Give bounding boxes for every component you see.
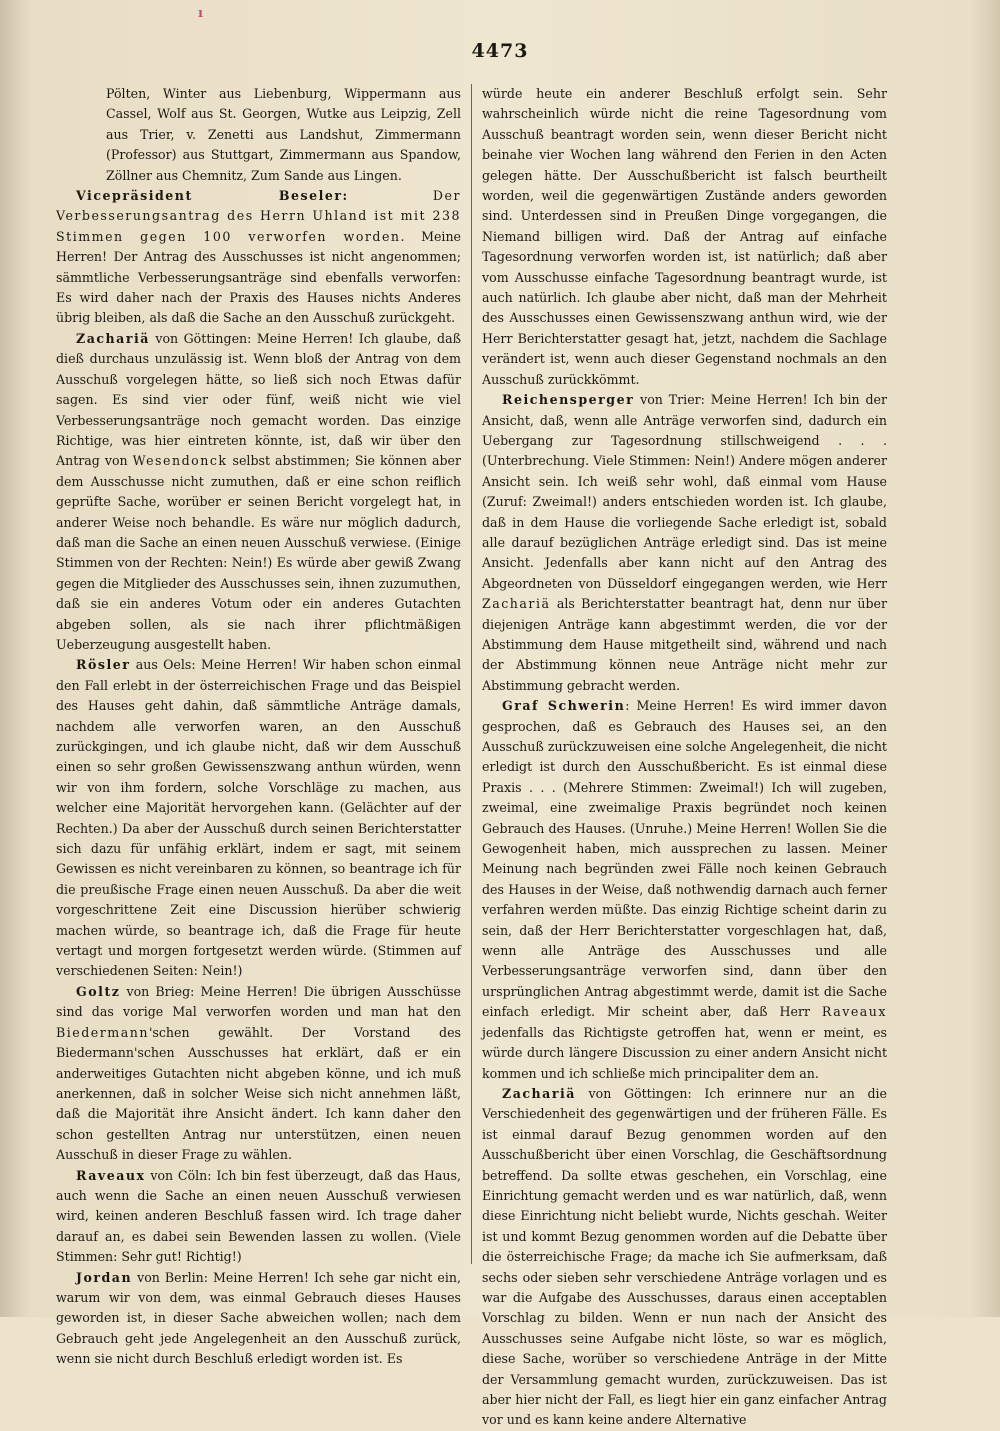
paragraph	[56, 329, 461, 656]
paragraph-text: jedenfalls das Richtigste getroffen hat, wenn er meint, es würde durch längere Discussion zu einer andern Ansicht nicht kommen und ich schließe mich principaliter dem an.	[482, 1024, 887, 1081]
paragraph	[482, 84, 887, 390]
paragraph-text: von Göttingen: Meine Herren! Ich glaube, daß dieß durchaus unzulässig ist. Wenn bloß der Antrag von dem Ausschuß vorgelegen hätte, so ließ sich noch Etwas dafür sagen. Es sind vier oder fünf, weiß nicht wie viel Verbesserungsanträge noch gemacht worden. Das einzige Richtige, was hier eintreten könnte, ist, daß wir über den Antrag von	[56, 330, 461, 469]
paragraph-text: aus Oels: Meine Herren! Wir haben schon einmal den Fall erlebt in der österreichischen Frage und das Beispiel des Hauses geht dahin, daß sämmtliche Anträge damals, nachdem alle verworfen waren, an den Ausschuß zurückgingen, und ich glaube nicht, daß wir dem Ausschuß einen so sehr großen Gewissenszwang anthun würden, wenn wir von ihm fordern, solche Vorschläge zu machen, aus welcher eine Majorität hervorgehen kann. (Gelächter auf der Rechten.) Da aber der Ausschuß durch seinen Berichterstatter sich dazu für unfähig erklärt, indem er sagt, mit seinem Gewissen es nicht vereinbaren zu können, so beantrage ich für die preußische Frage einen neuen Ausschuß. Da aber die weit vorgeschrittene Zeit eine Discussion hierüber schwierig machen würde, so beantrage ich, daß die Frage für heute vertagt und morgen fortgesetzt werden würde. (Stimmen auf verschiedenen Seiten: Nein!)	[56, 657, 461, 979]
paragraph-text: als Berichterstatter beantragt hat, denn nur über diejenigen Anträge kann abgestimmt werden, die vor der Abstimmung dem Hause mitgetheilt sind, während und nach der Abstimmung können neue Anträge nicht mehr zur Abstimmung gebracht werden.	[482, 596, 887, 693]
spaced-emphasis: Zachariä	[482, 596, 551, 612]
paragraph	[56, 1268, 461, 1370]
paragraph	[56, 1166, 461, 1268]
speaker-name: Raveaux	[76, 1167, 146, 1183]
right-column	[482, 84, 887, 1428]
paragraph	[482, 1084, 887, 1431]
paragraph-text: von Brieg: Meine Herren! Die übrigen Ausschüsse sind das vorige Mal verworfen worden und man hat den	[56, 983, 461, 1020]
spaced-emphasis: Wesendonck	[132, 453, 228, 469]
spaced-emphasis: Biedermann	[56, 1024, 149, 1040]
paragraph-text	[349, 188, 433, 203]
speaker-name: Jordan	[76, 1269, 133, 1285]
paragraph	[482, 696, 887, 1084]
paragraph-text: von Göttingen: Ich erinnere nur an die Verschiedenheit des gegenwärtigen und der früheren Fälle. Es ist einmal darauf Bezug genommen worden auf den Ausschußbericht über einen Vorschlag, die Geschäftsordnung betreffend. Da sollte etwas geschehen, ein Vorschlag, eine Einrichtung gemacht werden und es war natürlich, daß, wenn diese Einrichtung nicht beliebt wurde, Nichts geschah. Weiter ist und kommt Bezug genommen worden auf die Debatte über die österreichische Frage; da mache ich Sie aufmerksam, daß sechs oder sieben sehr verschiedene Anträge vorlagen und es war die Aufgabe des Ausschusses, daraus einen acceptablen Vorschlag zu bilden. Wenn er nun nach der Ansicht des Ausschusses seine Aufgabe nicht löste, so war es möglich, diese Sache, worüber so verschiedene Anträge in der Mitte der Versammlung gemacht wurden, zurückzuweisen. Das ist aber hier nicht der Fall, es liegt hier ein ganz einfacher Antrag vor und es kann keine andere Alternative	[482, 1085, 887, 1428]
speaker-name: Zachariä	[502, 1085, 576, 1101]
spaced-emphasis: Der Verbesserungsantrag des Herrn Uhland ist mit 238 Stimmen gegen 100 verworfen worden.	[56, 188, 461, 244]
paragraph-text: Pölten, Winter aus Liebenburg, Wippermann aus Cassel, Wolf aus St. Georgen, Wutke aus Leipzig, Zell aus Trier, v. Zenetti aus Landshut, Zimmermann (Professor) aus Stuttgart, Zimmermann aus Spandow, Zöllner aus Chemnitz, Zum Sande aus Lingen.	[106, 86, 461, 183]
paragraph	[56, 982, 461, 1166]
paragraph	[482, 390, 887, 696]
paragraph-text: selbst abstimmen; Sie können aber dem Ausschusse nicht zumuthen, daß er eine schon reiflich geprüfte Sache, worüber er seinen Bericht vorgelegt hat, in anderer Weise noch behandle. Es wäre nur möglich dadurch, daß man die Sache an einen neuen Ausschuß verwiese. (Einige Stimmen von der Rechten: Nein!) Es würde aber gewiß Zwang gegen die Mitglieder des Ausschusses sein, ihnen zuzumuthen, daß sie ein anderes Votum oder ein anderes Gutachten abgeben sollen, als sie nach ihrer pflichtmäßigen Ueberzeugung ausgestellt haben.	[56, 453, 462, 652]
left-column	[56, 84, 462, 1367]
paragraph-text: von Trier: Meine Herren! Ich bin der Ansicht, daß, wenn alle Anträge verworfen sind, dadurch ein Uebergang zur Tagesordnung stillschweigend . . . (Unterbrechung. Viele Stimmen: Nein!) Andere mögen anderer Ansicht sein. Ich weiß sehr wohl, daß einmal vom Hause (Zuruf: Zweimal!) anders entschieden worden ist. Ich glaube, daß in dem Hause die vorliegende Sache erledigt ist, sobald alle darauf bezüglichen Anträge erledigt sind. Das ist meine Ansicht. Jedenfalls aber kann nicht auf den Antrag des Abgeordneten von Düsseldorf eingegangen werden, wie Herr	[482, 392, 887, 591]
paragraph-text: von Berlin: Meine Herren! Ich sehe gar nicht ein, warum wir von dem, was einmal Gebrauch dieses Hauses geworden ist, in dieser Sache abweichen wollen; nach dem Gebrauch geht jede Angelegenheit an den Ausschuß zurück, wenn sie nicht durch Beschluß erledigt worden ist. Es	[56, 1269, 461, 1367]
ink-stain-mark: ı	[198, 6, 203, 21]
speaker-name: Reichensperger	[502, 392, 635, 408]
paragraph-text: : Meine Herren! Es wird immer davon gesprochen, daß es Gebrauch des Hauses sei, an den Ausschuß zurückzuweisen eine solche Angelegenheit, die nicht erledigt ist durch den Ausschußbericht. Es ist einmal diese Praxis . . . (Mehrere Stimmen: Zweimal!) Ich will zugeben, zweimal, eine zweimalige Praxis begründet noch keinen Gebrauch des Hauses. (Unruhe.) Meine Herren! Wollen Sie die Gewogenheit haben, mich aussprechen zu lassen. Meiner Meinung nach begründen zwei Fälle noch keinen Gebrauch des Hauses in der Weise, daß nothwendig darnach auch ferner verfahren werden müßte. Das einzig Richtige scheint darin zu sein, daß der Herr Berichterstatter vorgeschlagen hat, daß, wenn alle Anträge des Ausschusses und alle Verbesserungsanträge verworfen sind, dann über den ursprünglichen Antrag abgestimmt werde, damit ist die Sache einfach erledigt. Mir scheint aber, daß Herr	[482, 698, 887, 1020]
speaker-name: Zachariä	[76, 330, 150, 346]
spaced-emphasis: Raveaux	[821, 1004, 887, 1020]
paragraph	[56, 186, 461, 329]
paragraph-text: würde heute ein anderer Beschluß erfolgt sein. Sehr wahrscheinlich würde nicht die reine Tagesordnung vom Ausschuß beantragt worden sein, wenn dieser Bericht nicht beinahe vier Wochen lang während den Ferien in den Acten gelegen hätte. Der Ausschußbericht ist falsch beurtheilt worden, weil die gegenwärtigen Zustände anders geworden sind. Unterdessen sind in Preußen Dinge vorgegangen, die Niemand billigen wird. Daß der Antrag auf einfache Tagesordnung verworfen worden ist, ist natürlich; daß aber vom Ausschusse einfache Tagesordnung beantragt wurde, ist auch natürlich. Ich glaube aber nicht, daß man der Mehrheit des Ausschusses einen Gewissenszwang anthun wird, wie der Herr Berichterstatter gesagt hat, jetzt, nachdem die Sachlage verändert ist, wenn auch dieser Gegenstand nochmals an den Ausschuß zurückkömmt.	[482, 86, 887, 387]
paragraph-text: 'schen gewählt. Der Vorstand des Biedermann'schen Ausschusses hat erklärt, daß er ein anderweitiges Gutachten nicht abgeben könne, und ich muß anerkennen, daß in solcher Weise sich nicht annehmen läßt, daß die Majorität ihre Ansicht ändert. Ich kann daher den schon gestellten Antrag nur unterstützen, einen neuen Ausschuß in dieser Frage zu wählen.	[56, 1024, 461, 1163]
speaker-name: Goltz	[76, 983, 121, 999]
paragraph	[56, 655, 461, 982]
speaker-name: Vicepräsident Beseler:	[76, 188, 349, 204]
paragraph-text: Meine Herren! Der Antrag des Ausschusses ist nicht angenommen; sämmtliche Verbesserungsanträge sind ebenfalls verworfen: Es wird daher nach der Praxis des Hauses nichts Anderes übrig bleiben, als daß die Sache an den Ausschuß zurückgeht.	[56, 228, 462, 326]
paragraph	[56, 84, 461, 186]
speaker-name: Rösler	[76, 657, 131, 673]
paragraph-text: von Cöln: Ich bin fest überzeugt, daß das Haus, auch wenn die Sache an einen neuen Ausschuß verwiesen wird, keinen anderen Beschluß fassen wird. Ich trage daher darauf an, es dabei sein Bewenden lassen zu wollen. (Viele Stimmen: Sehr gut! Richtig!)	[56, 1167, 461, 1265]
page-number: 4473	[471, 40, 529, 62]
speaker-name: Graf Schwerin	[502, 698, 626, 714]
column-divider	[471, 84, 472, 1264]
